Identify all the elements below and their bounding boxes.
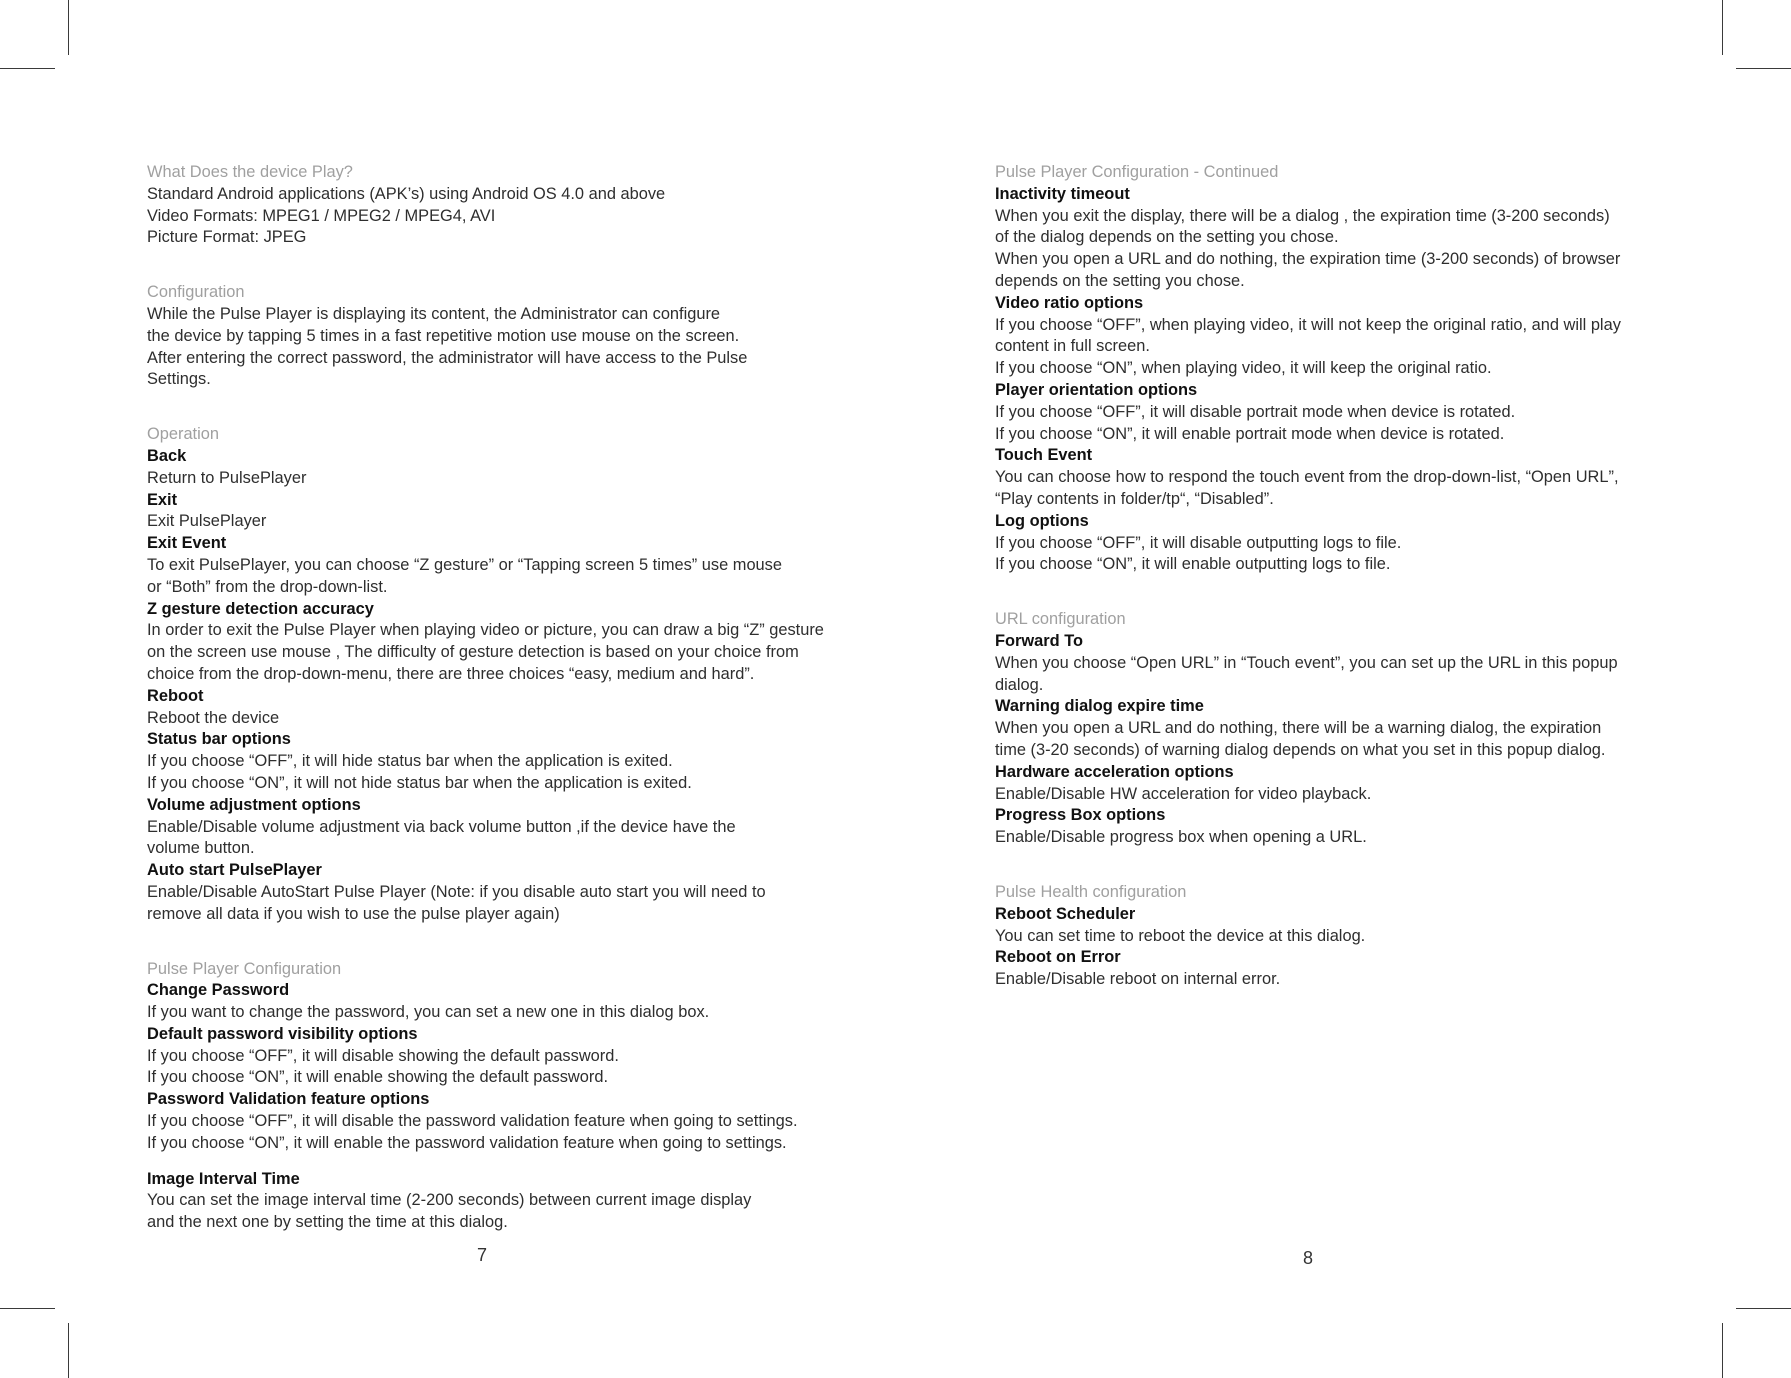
crop-mark [1736, 68, 1791, 69]
crop-mark [1722, 0, 1723, 55]
body-line: Enable/Disable AutoStart Pulse Player (Note: if you disable auto start you will need to [147, 882, 766, 901]
body-line: While the Pulse Player is displaying its content, the Administrator can configure [147, 304, 721, 323]
body-line: If you choose “ON”, it will enable showing the default password. [147, 1068, 608, 1087]
right-page-column [995, 162, 1655, 991]
body-line: You can set time to reboot the device at this dialog. [995, 926, 1366, 945]
body-line: of the dialog depends on the setting you chose. [995, 228, 1339, 247]
item-heading: Reboot on Error [995, 948, 1121, 967]
item-heading: Exit Event [147, 534, 227, 553]
item-heading: Touch Event [995, 446, 1093, 465]
body-line: Standard Android applications (APK’s) using Android OS 4.0 and above [147, 184, 666, 203]
body-line: on the screen use mouse , The difficulty of gesture detection is based on your choice from [147, 643, 799, 662]
item-heading: Reboot [147, 686, 204, 705]
section-title: Pulse Health configuration [995, 882, 1187, 901]
section-gap [147, 926, 837, 959]
item-heading: Player orientation options [995, 380, 1198, 399]
body-line: time (3-20 seconds) of warning dialog depends on what you set in this popup dialog. [995, 740, 1606, 759]
item-heading: Video ratio options [995, 293, 1144, 312]
body-line: In order to exit the Pulse Player when playing video or picture, you can draw a big “Z” gesture [147, 621, 824, 640]
item-heading: Warning dialog expire time [995, 697, 1204, 716]
body-line: remove all data if you wish to use the pulse player again) [147, 904, 560, 923]
crop-mark [1736, 1308, 1791, 1309]
body-line: If you choose “OFF”, it will hide status bar when the application is exited. [147, 752, 673, 771]
section-gap [147, 391, 837, 424]
crop-mark [0, 68, 55, 69]
body-line: Enable/Disable HW acceleration for video playback. [995, 784, 1372, 803]
body-line: the device by tapping 5 times in a fast repetitive motion use mouse on the screen. [147, 326, 740, 345]
body-line: Enable/Disable volume adjustment via back volume button ,if the device have the [147, 817, 736, 836]
body-line: When you open a URL and do nothing, there will be a warning dialog, the expiration [995, 719, 1602, 738]
body-line: Return to PulsePlayer [147, 468, 307, 487]
item-heading: Auto start PulsePlayer [147, 861, 322, 880]
body-line: Enable/Disable reboot on internal error. [995, 970, 1281, 989]
body-line: volume button. [147, 839, 255, 858]
body-line: depends on the setting you chose. [995, 271, 1245, 290]
body-line: Reboot the device [147, 708, 280, 727]
item-heading: Back [147, 446, 187, 465]
body-line: Enable/Disable progress box when opening a URL. [995, 828, 1367, 847]
crop-mark [68, 0, 69, 55]
section-gap [995, 849, 1655, 882]
page-number-left: 7 [477, 1245, 488, 1265]
body-line: or “Both” from the drop-down-list. [147, 577, 388, 596]
body-line: “Play contents in folder/tp“, “Disabled”. [995, 489, 1274, 508]
item-heading: Log options [995, 511, 1089, 530]
body-line: When you open a URL and do nothing, the expiration time (3-200 seconds) of browser [995, 250, 1621, 269]
section-title: Configuration [147, 283, 245, 302]
body-line: and the next one by setting the time at this dialog. [147, 1213, 508, 1232]
body-line: If you choose “ON”, it will not hide status bar when the application is exited. [147, 773, 692, 792]
item-heading: Inactivity timeout [995, 184, 1130, 203]
section-title: URL configuration [995, 610, 1126, 629]
body-line: You can choose how to respond the touch event from the drop-down-list, “Open URL”, [995, 468, 1619, 487]
item-heading: Default password visibility options [147, 1024, 418, 1043]
item-heading: Volume adjustment options [147, 795, 361, 814]
body-line: You can set the image interval time (2-200 seconds) between current image display [147, 1191, 752, 1210]
body-line: If you choose “OFF”, it will disable showing the default password. [147, 1046, 619, 1065]
body-line: If you choose “ON”, it will enable outputting logs to file. [995, 555, 1391, 574]
body-line: If you choose “ON”, it will enable the password validation feature when going to settings. [147, 1133, 787, 1152]
item-heading: Exit [147, 490, 178, 509]
body-line: Settings. [147, 370, 211, 389]
section-title: Operation [147, 425, 219, 444]
body-line: dialog. [995, 675, 1044, 694]
section-title: Pulse Player Configuration - Continued [995, 163, 1279, 181]
body-line: content in full screen. [995, 337, 1150, 356]
crop-mark [68, 1323, 69, 1378]
item-heading: Image Interval Time [147, 1169, 300, 1188]
body-line: When you exit the display, there will be a dialog , the expiration time (3-200 seconds) [995, 206, 1610, 225]
body-line: If you choose “ON”, it will enable portrait mode when device is rotated. [995, 424, 1505, 443]
body-line: choice from the drop-down-menu, there are three choices “easy, medium and hard”. [147, 664, 755, 683]
crop-mark [1722, 1323, 1723, 1378]
item-heading: Progress Box options [995, 806, 1166, 825]
body-line: When you choose “Open URL” in “Touch event”, you can set up the URL in this popup [995, 653, 1618, 672]
page-number-right: 8 [1303, 1248, 1314, 1268]
section-title: Pulse Player Configuration [147, 959, 342, 978]
body-line: Exit PulsePlayer [147, 512, 267, 531]
item-heading: Password Validation feature options [147, 1090, 430, 1109]
left-page-column [147, 162, 837, 1234]
item-heading: Status bar options [147, 730, 291, 749]
body-line: After entering the correct password, the administrator will have access to the Pulse [147, 348, 748, 367]
crop-mark [0, 1308, 55, 1309]
section-title: What Does the device Play? [147, 163, 353, 181]
body-line: To exit PulsePlayer, you can choose “Z gesture” or “Tapping screen 5 times” use mouse [147, 555, 782, 574]
item-heading: Z gesture detection accuracy [147, 599, 374, 618]
body-line: If you want to change the password, you can set a new one in this dialog box. [147, 1003, 710, 1022]
item-heading: Forward To [995, 631, 1084, 650]
body-line: Video Formats: MPEG1 / MPEG2 / MPEG4, AVI [147, 206, 496, 225]
item-heading: Hardware acceleration options [995, 762, 1234, 781]
body-line: If you choose “ON”, when playing video, it will keep the original ratio. [995, 359, 1492, 378]
body-line: If you choose “OFF”, it will disable portrait mode when device is rotated. [995, 402, 1516, 421]
item-heading: Reboot Scheduler [995, 904, 1136, 923]
section-gap [995, 576, 1655, 609]
body-line: If you choose “OFF”, when playing video, it will not keep the original ratio, and will play [995, 315, 1621, 334]
section-gap [147, 249, 837, 282]
item-heading: Change Password [147, 981, 290, 1000]
body-line: If you choose “OFF”, it will disable outputting logs to file. [995, 533, 1402, 552]
body-line: Picture Format: JPEG [147, 228, 307, 247]
body-line: If you choose “OFF”, it will disable the password validation feature when going to settings. [147, 1112, 798, 1131]
item-gap [147, 1155, 837, 1169]
